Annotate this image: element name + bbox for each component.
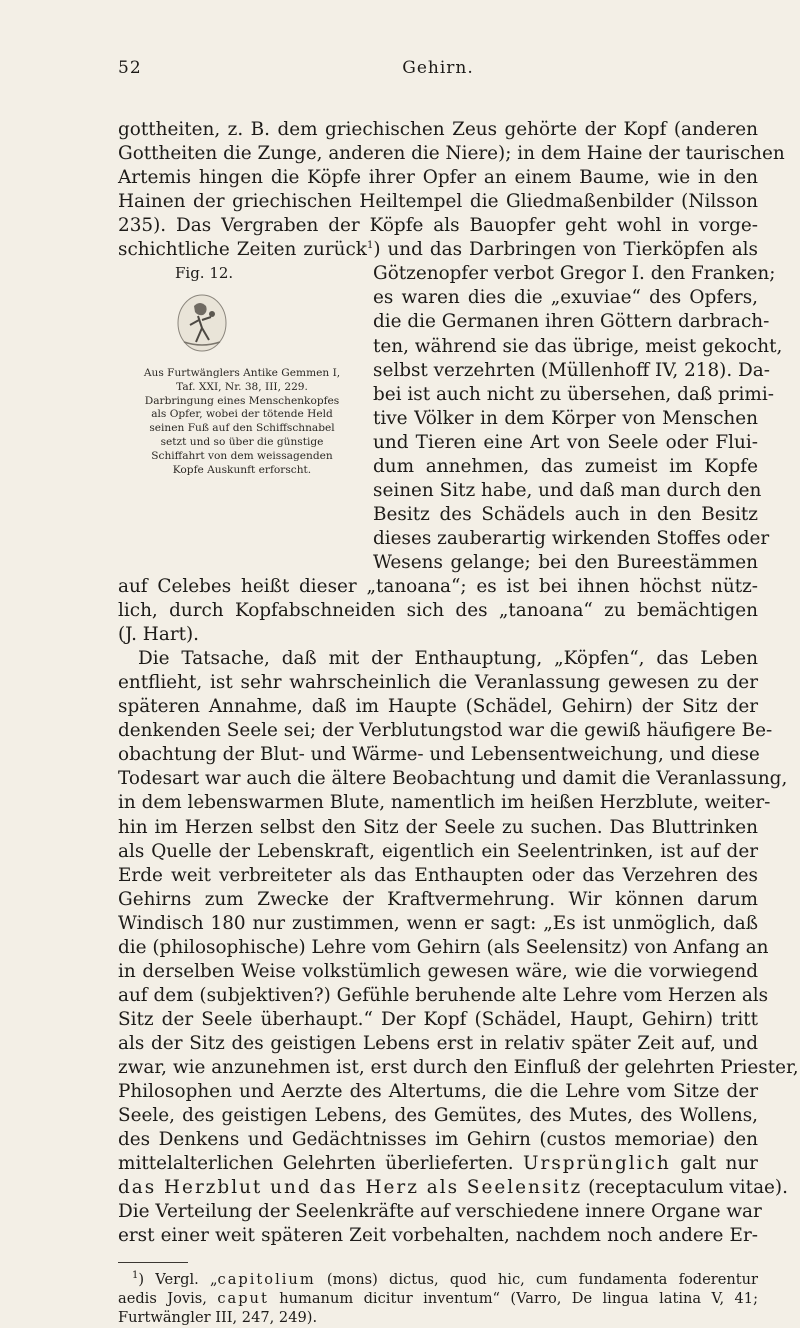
text-line: dum annehmen, das zumeist im Kopfe [373, 455, 758, 477]
text-line: Todesart war auch die ältere Beobachtung und damit die Veranlassung, [118, 768, 788, 790]
caption-line: Kopfe Auskunft erforscht. [172, 463, 312, 476]
text-line: entflieht, ist sehr wahrscheinlich die Veranlassung gewesen zu der [118, 672, 758, 694]
text-fragment: aedis Jovis, [118, 1290, 218, 1308]
text-line: Die Tatsache, daß mit der Enthauptung, „Köpfen“, das Leben [138, 648, 758, 670]
figure-label: Fig. 12. [175, 264, 234, 282]
text-line: und Tieren eine Art von Seele oder Flui- [373, 431, 758, 453]
spaced-word: capitolium [217, 1271, 316, 1289]
footnote-line [118, 1308, 758, 1328]
spaced-word: Ursprünglich [523, 1153, 671, 1175]
caption-line: als Opfer, wobei der tötende Held [151, 408, 333, 421]
text-line: in dem lebenswarmen Blute, namentlich im heißen Herzblute, weiter- [118, 792, 771, 814]
text-line: ten, während sie das übrige, meist gekocht, [373, 335, 783, 357]
footnote-line [118, 1270, 758, 1290]
text-line: Sitz der Seele überhaupt.“ Der Kopf (Schädel, Haupt, Gehirn) tritt [118, 1008, 758, 1030]
text-line: obachtung der Blut- und Wärme- und Lebensentweichung, und diese [118, 744, 760, 766]
text-line: Besitz des Schädels auch in den Besitz [373, 503, 758, 525]
text-line: Seele, des geistigen Lebens, des Gemütes, des Mutes, des Wollens, [118, 1105, 758, 1127]
text-line: des Denkens und Gedächtnisses im Gehirn (custos memoriae) den [118, 1129, 758, 1151]
text-line: zwar, wie anzunehmen ist, erst durch den Einfluß der gelehrten Priester, [118, 1057, 799, 1078]
footnote-ref: 1 [366, 240, 374, 252]
text-line: bei ist auch nicht zu übersehen, daß primi- [373, 383, 774, 405]
footnote-line [118, 1289, 758, 1309]
text-line: seinen Sitz habe, und daß man durch den [373, 479, 762, 501]
text-line: denkenden Seele sei; der Verblutungstod war die gewiß häufigere Be- [118, 720, 773, 742]
caption-line: Darbringung eines Menschenkopfes [144, 394, 340, 407]
text-line: (J. Hart). [118, 624, 200, 645]
text-fragment: (mons) dictus, quod hic, cum fundamenta foderentur [315, 1271, 758, 1289]
text-line: tive Völker in dem Körper von Menschen [373, 407, 758, 429]
text-line: 235). Das Vergraben der Köpfe als Bauopfer geht wohl in vorge- [118, 215, 758, 237]
text-fragment: schichtliche Zeiten zurück [118, 239, 367, 261]
running-head [118, 58, 758, 86]
text-line: Die Verteilung der Seelenkräfte auf verschiedene innere Organe war [118, 1201, 762, 1223]
text-line: Windisch 180 nur zustimmen, wenn er sagt: „Es ist unmöglich, daß [118, 912, 758, 934]
gem-engraving-image [172, 292, 232, 354]
running-title: Gehirn. [402, 58, 474, 78]
text-line: hin im Herzen selbst den Sitz der Seele zu suchen. Das Bluttrinken [118, 816, 758, 838]
footnote-rule [118, 1262, 188, 1263]
caption-line: setzt und so über die günstige [160, 435, 324, 448]
text-line: Erde weit verbreiteter als das Enthaupten oder das Verzehren des [118, 864, 758, 886]
text-line: gottheiten, z. B. dem griechischen Zeus gehörte der Kopf (anderen [118, 119, 758, 140]
text-line [118, 238, 758, 262]
text-line: die (philosophische) Lehre vom Gehirn (als Seelensitz) von Anfang an [118, 936, 769, 958]
caption-line: seinen Fuß auf den Schiffschnabel [149, 422, 335, 435]
text-line: dieses zauberartig wirkenden Stoffes oder [373, 527, 770, 549]
text-line: Gehirns zum Zwecke der Kraftvermehrung. Wir können darum [118, 888, 758, 910]
text-line [118, 1176, 788, 1200]
text-fragment: Furtwängler III, 247, 249). [118, 1309, 318, 1327]
text-line: lich, durch Kopfabschneiden sich des „tanoana“ zu bemächtigen [118, 600, 758, 621]
caption-line: Aus Furtwänglers Antike Gemmen I, [143, 367, 341, 379]
text-line: selbst verzehrten (Müllenhoff IV, 218). Da- [373, 359, 770, 381]
figure-caption [118, 367, 366, 477]
text-line: in derselben Weise volkstümlich gewesen wäre, wie die vorwiegend [118, 960, 758, 982]
text-fragment: ) und das Darbringen von Tierköpfen als [373, 239, 758, 261]
caption-line: Schiffahrt von dem weissagenden [151, 449, 333, 462]
spaced-word: caput [217, 1290, 269, 1308]
text-line: Philosophen und Aerzte des Altertums, die die Lehre vom Sitze der [118, 1081, 758, 1102]
text-line: Gottheiten die Zunge, anderen die Niere); in dem Haine der taurischen [118, 143, 785, 165]
text-fragment: (receptaculum vitae). [582, 1177, 788, 1199]
text-line: als der Sitz des geistigen Lebens erst in relativ später Zeit auf, und [118, 1032, 758, 1054]
text-line: auf dem (subjektiven?) Gefühle beruhende alte Lehre vom Herzen als [118, 984, 769, 1006]
text-fragment: galt nur [680, 1153, 758, 1175]
text-line: Wesens gelange; bei den Bureestämmen [373, 551, 758, 573]
text-fragment: humanum dicitur inventum“ (Varro, De lingua latina V, 41; [268, 1290, 758, 1308]
text-line: die die Germanen ihren Göttern darbrach- [373, 311, 770, 333]
text-line: späteren Annahme, daß im Haupte (Schädel, Gehirn) der Sitz der [118, 696, 758, 718]
text-fragment: mittelalterlichen Gelehrten überlieferten. [118, 1153, 514, 1175]
text-line: Artemis hingen die Köpfe ihrer Opfer an einem Baume, wie in den [118, 167, 758, 189]
text-line: Hainen der griechischen Heiltempel die Gliedmaßenbilder (Nilsson [118, 191, 758, 213]
text-line: Götzenopfer verbot Gregor I. den Franken; [373, 263, 776, 285]
text-line: erst einer weit späteren Zeit vorbehalten, nachdem noch andere Er- [118, 1225, 758, 1247]
text-line: es waren dies die „exuviae“ des Opfers, [373, 287, 758, 309]
text-line: als Quelle der Lebenskraft, eigentlich ein Seelentrinken, ist auf der [118, 840, 758, 862]
text-fragment: ) Vergl. „ [138, 1271, 218, 1289]
page-number: 52 [118, 58, 142, 78]
spaced-phrase: das Herzblut und das Herz als Seelensitz [118, 1177, 583, 1199]
text-line [118, 1152, 758, 1176]
text-line: auf Celebes heißt dieser „tanoana“; es ist bei ihnen höchst nütz- [118, 576, 758, 597]
footnote-marker: 1 [132, 1270, 139, 1282]
caption-line: Taf. XXI, Nr. 38, III, 229. [176, 380, 308, 393]
